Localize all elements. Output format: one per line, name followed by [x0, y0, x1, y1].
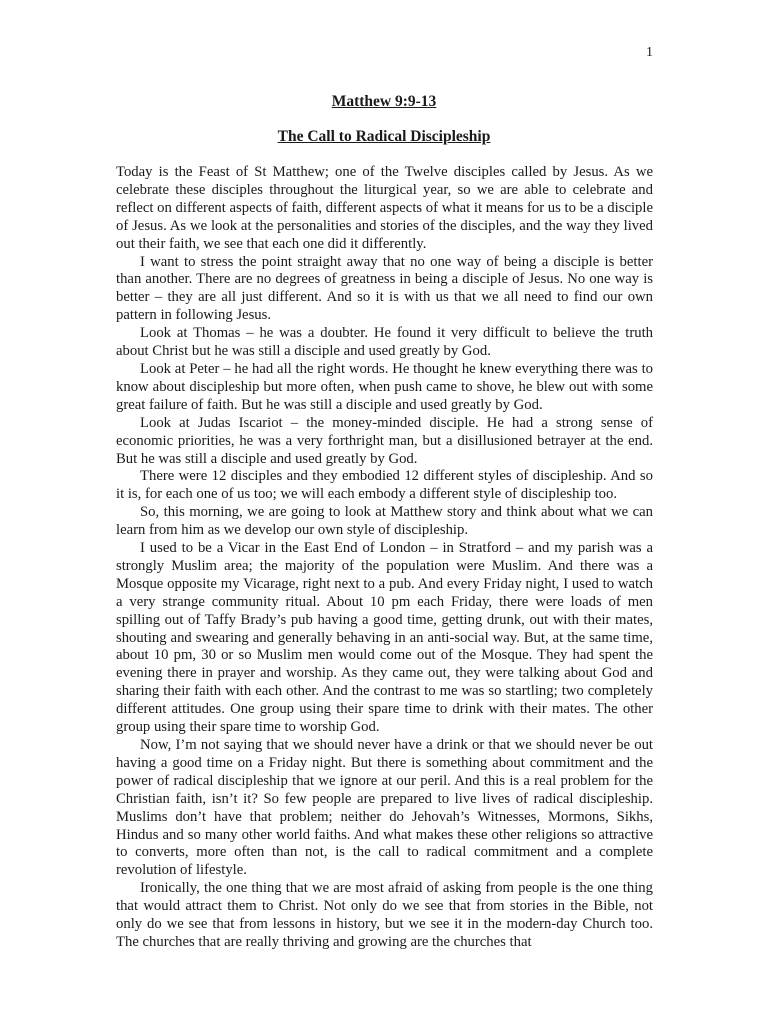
paragraph: Now, I’m not saying that we should never have a drink or that we should never be out having a good time on a Friday night. But there is something about commitment and the power of radical discipleship that we ignore at our peril. And this is a real problem for the Christian faith, isn’t it? So few people are prepared to live lives of radical discipleship. Muslims don’t have that problem; neither do Jehovah’s Witnesses, Mormons, Sikhs, Hindus and so many other world faiths. And what makes these other religions so attractive to converts, more often than not, is the call to radical commitment and a complete revolution of lifestyle. [116, 737, 653, 879]
paragraph: Look at Thomas – he was a doubter. He found it very difficult to believe the truth about Christ but he was still a disciple and used greatly by God. [116, 325, 653, 360]
paragraph: There were 12 disciples and they embodied 12 different styles of discipleship. And so it is, for each one of us too; we will each embody a different style of discipleship too. [116, 468, 653, 503]
paragraph: I want to stress the point straight away that no one way of being a disciple is better than another. There are no degrees of greatness in being a disciple of Jesus. No one way is better – they are all just different. And so it is with us that we all need to find our own pattern in following Jesus. [116, 253, 653, 324]
paragraph: So, this morning, we are going to look at Matthew story and think about what we can learn from him as we develop our own style of discipleship. [116, 504, 653, 539]
page-number: 1 [646, 45, 653, 60]
paragraph: I used to be a Vicar in the East End of London – in Stratford – and my parish was a strongly Muslim area; the majority of the population were Muslim. And there was a Mosque opposite my Vicarage, right next to a pub. And every Friday night, I used to watch a very strange community ritual. About 10 pm each Friday, there were loads of men spilling out of Taffy Brady’s pub having a good time, getting drunk, out with their mates, shouting and swearing and generally behaving in an anti-social way. But, at the same time, about 10 pm, 30 or so Muslim men would come out of the Mosque. They had spent the evening there in prayer and worship. As they came out, they were talking about God and sharing their faith with each other. And the contrast to me was so startling; two completely different attitudes. One group using their spare time to drink with their mates. The other group using their spare time to worship God. [116, 540, 653, 736]
paragraph: Look at Peter – he had all the right words. He thought he knew everything there was to know about discipleship but more often, when push came to shove, he blew out with some great failure of faith. But he was still a disciple and used greatly by God. [116, 360, 653, 413]
sermon-body [116, 164, 653, 952]
sermon-title: The Call to Radical Discipleship [277, 128, 491, 145]
paragraph: Today is the Feast of St Matthew; one of the Twelve disciples called by Jesus. As we celebrate these disciples throughout the liturgical year, so we are able to celebrate and reflect on different aspects of faith, different aspects of what it means for us to be a disciple of Jesus. As we look at the personalities and stories of the disciples, and the way they lived out their faith, we see that each one did it differently. [116, 164, 653, 252]
paragraph: Ironically, the one thing that we are most afraid of asking from people is the one thing that would attract them to Christ. Not only do we see that from stories in the Bible, not only do we see that from lessons in history, but we see it in the modern-day Church too. The churches that are really thriving and growing are the churches that [116, 880, 653, 950]
scripture-reference: Matthew 9:9-13 [331, 93, 437, 110]
paragraph: Look at Judas Iscariot – the money-minded disciple. He had a strong sense of economic priorities, he was a very forthright man, but a disillusioned betrayer at the end. But he was still a disciple and used greatly by God. [116, 414, 653, 467]
